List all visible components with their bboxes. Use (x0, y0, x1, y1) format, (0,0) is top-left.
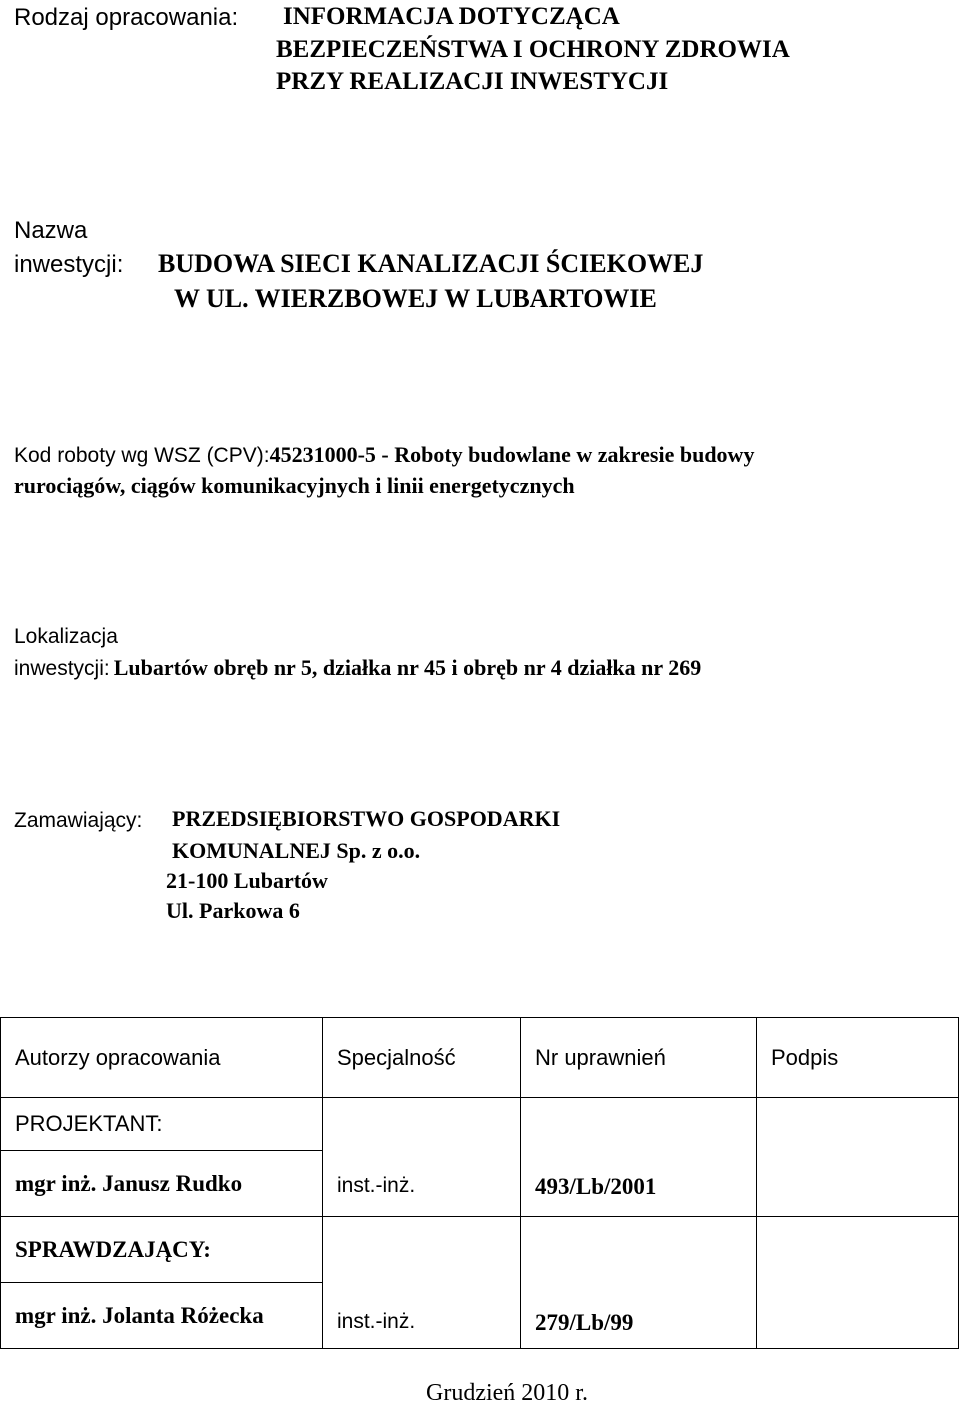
designer-license-cell (521, 1098, 757, 1217)
investment-name-label-line-1: Nazwa (14, 217, 88, 244)
checker-specialty-cell (323, 1217, 521, 1349)
location-line (14, 657, 701, 679)
client-line-2: KOMUNALNEJ Sp. z o.o. (172, 838, 421, 863)
cpv-label: Kod roboty wg WSZ (CPV): (14, 444, 270, 467)
checker-license-cell (521, 1217, 757, 1349)
checker-license: 279/Lb/99 (535, 1310, 634, 1335)
investment-name-label-line-2: inwestycji: (14, 251, 124, 278)
header-license: Nr uprawnień (521, 1018, 757, 1098)
location-value: Lubartów obręb nr 5, działka nr 45 i obręb nr 4 działka nr 269 (113, 655, 702, 680)
client-line-1: PRZEDSIĘBIORSTWO GOSPODARKI (172, 806, 561, 831)
client-line-4: Ul. Parkowa 6 (166, 898, 300, 923)
cpv-value-line-2: rurociągów, ciągów komunikacyjnych i linii energetycznych (14, 473, 575, 498)
designer-specialty-cell (323, 1098, 521, 1217)
document-date: Grudzień 2010 r. (426, 1380, 588, 1406)
table-header-row (1, 1018, 959, 1098)
authors-table (0, 1017, 959, 1349)
cpv-line-1 (14, 444, 754, 466)
header-specialty: Specjalność (323, 1018, 521, 1098)
designer-license: 493/Lb/2001 (535, 1174, 657, 1199)
document-type-line-2: BEZPIECZEŃSTWA I OCHRONY ZDROWIA (276, 36, 790, 63)
investment-name-line-1: BUDOWA SIECI KANALIZACJI ŚCIEKOWEJ (158, 249, 704, 278)
checker-specialty: inst.-inż. (337, 1310, 416, 1333)
designer-signature-cell (757, 1098, 959, 1217)
section-checker-label: SPRAWDZAJĄCY: (1, 1217, 323, 1283)
header-signature: Podpis (757, 1018, 959, 1098)
checker-signature-cell (757, 1217, 959, 1349)
designer-specialty: inst.-inż. (337, 1174, 416, 1197)
checker-name: mgr inż. Jolanta Różecka (1, 1283, 323, 1349)
client-line-3: 21-100 Lubartów (166, 868, 328, 893)
cpv-value-line-1: 45231000-5 - Roboty budowlane w zakresie budowy (269, 442, 755, 467)
designer-name: mgr inż. Janusz Rudko (1, 1151, 323, 1217)
table-row (1, 1098, 959, 1151)
header-authors: Autorzy opracowania (1, 1018, 323, 1098)
location-label-line-1: Lokalizacja (14, 625, 118, 648)
table-row (1, 1217, 959, 1283)
document-type-line-1: INFORMACJA DOTYCZĄCA (283, 3, 620, 30)
section-designer-label: PROJEKTANT: (1, 1098, 323, 1151)
client-label: Zamawiający: (14, 809, 143, 832)
investment-name-line-2: W UL. WIERZBOWEJ W LUBARTOWIE (174, 284, 657, 313)
document-type-label: Rodzaj opracowania: (14, 4, 239, 31)
document-type-line-3: PRZY REALIZACJI INWESTYCJI (276, 68, 669, 95)
location-label-line-2: inwestycji: (14, 657, 110, 680)
